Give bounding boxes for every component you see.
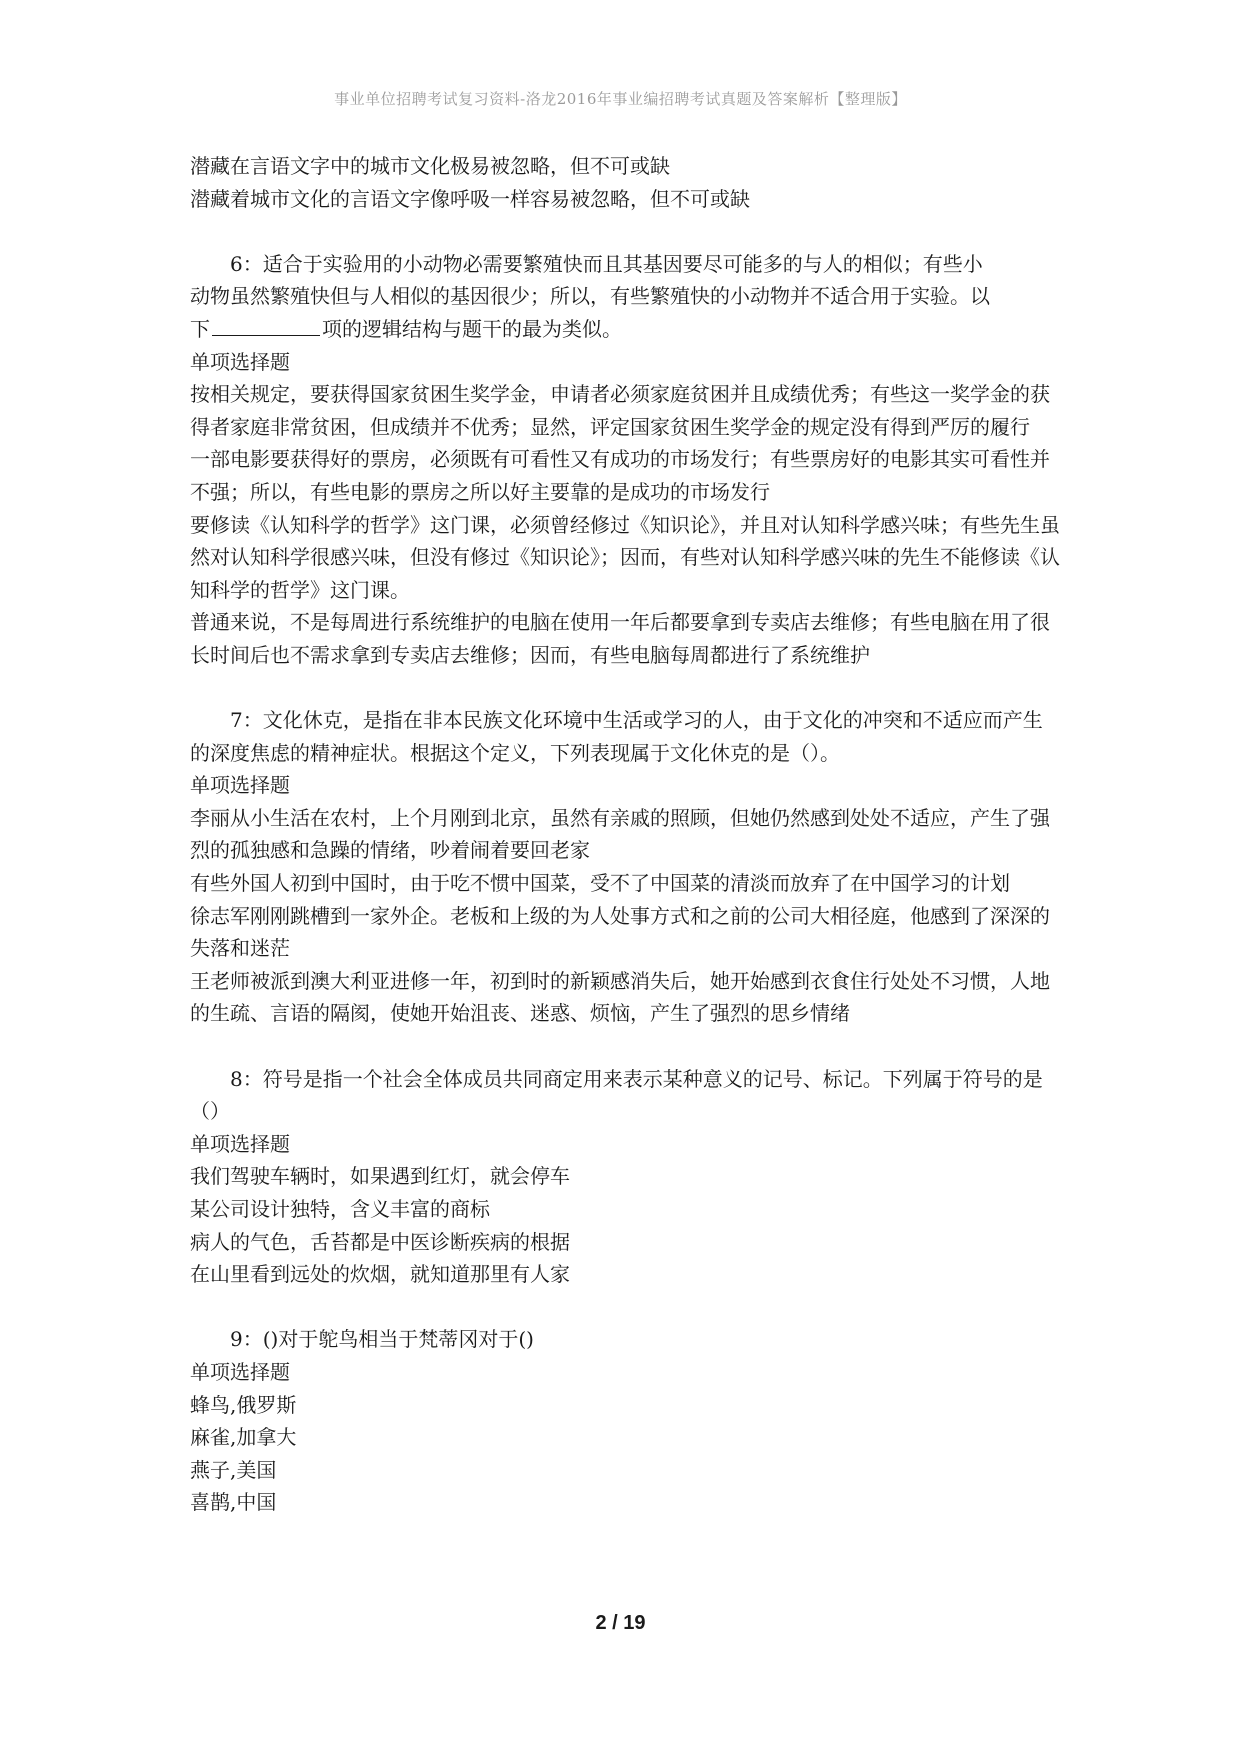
question-stem: 9：()对于鸵鸟相当于梵蒂冈对于(): [230, 1327, 534, 1352]
question-stem-part: 下: [190, 316, 210, 341]
question-type: 单项选择题: [190, 349, 290, 374]
option-text: 一部电影要获得好的票房，必须既有可看性又有成功的市场发行；有些票房好的电影其实可看性并不强；所以，有些电影的票房之所以好主要靠的是成功的市场发行: [190, 447, 1050, 504]
option-text: 按相关规定，要获得国家贫困生奖学金，申请者必须家庭贫困并且成绩优秀；有些这一奖学金的获得者家庭非常贫困，但成绩并不优秀；显然，评定国家贫困生奖学金的规定没有得到严厉的履行: [190, 382, 1050, 439]
question-6: [190, 248, 1060, 672]
question-stem: 8：符号是指一个社会全体成员共同商定用来表示某种意义的记号、标记。下列属于符号的是（）: [190, 1066, 1043, 1124]
question-type: 单项选择题: [190, 1359, 290, 1384]
option-text: 普通来说，不是每周进行系统维护的电脑在使用一年后都要拿到专卖店去维修；有些电脑在用了很长时间后也不需求拿到专卖店去维修；因而，有些电脑每周都进行了系统维护: [190, 610, 1050, 667]
option-text: 潜藏在言语文字中的城市文化极易被忽略，但不可或缺: [190, 154, 670, 178]
option-text: 李丽从小生活在农村，上个月刚到北京，虽然有亲戚的照顾，但她仍然感到处处不适应，产生了强烈的孤独感和急躁的情绪，吵着闹着要回老家: [190, 805, 1050, 863]
question-stem-part: 项的逻辑结构与题干的最为类似。: [322, 316, 622, 341]
option-text: 喜鹊,中国: [190, 1490, 277, 1515]
question-type: 单项选择题: [190, 773, 290, 798]
document-body: [190, 150, 1060, 1519]
option-text: 徐志军刚刚跳槽到一家外企。老板和上级的为人处事方式和之前的公司大相径庭，他感到了深深的失落和迷茫: [190, 903, 1050, 961]
question-stem: 7：文化休克，是指在非本民族文化环境中生活或学习的人，由于文化的冲突和不适应而产生的深度焦虑的精神症状。根据这个定义，下列表现属于文化休克的是（）。: [190, 708, 1043, 765]
question-8: [190, 1063, 1060, 1291]
page-number: 2 / 19: [595, 1612, 646, 1634]
question-type: 单项选择题: [190, 1131, 290, 1156]
option-text: 要修读《认知科学的哲学》这门课，必须曾经修过《知识论》，并且对认知科学感兴味；有些先生虽然对认知科学很感兴味，但没有修过《知识论》；因而，有些对认知科学感兴味的先生不能修读《认知科学的哲学》这门课。: [190, 512, 1060, 602]
option-text: 我们驾驶车辆时，如果遇到红灯，就会停车: [190, 1164, 570, 1189]
question-7: [190, 704, 1060, 1030]
paragraph-gap: [190, 215, 1060, 248]
option-text: 蜂鸟,俄罗斯: [190, 1392, 297, 1417]
paragraph-gap: [190, 1030, 1060, 1063]
option-text: 麻雀,加拿大: [190, 1425, 297, 1450]
question-9: [190, 1323, 1060, 1519]
answer-blank: [212, 315, 320, 336]
option-text: 某公司设计独特，含义丰富的商标: [190, 1197, 490, 1221]
page-header: 事业单位招聘考试复习资料-洛龙2016年事业编招聘考试真题及答案解析【整理版】: [334, 90, 907, 108]
option-text: 王老师被派到澳大利亚进修一年，初到时的新颖感消失后，她开始感到衣食住行处处不习惯，人地的生疏、言语的隔阂，使她开始沮丧、迷惑、烦恼，产生了强烈的思乡情绪: [190, 968, 1050, 1026]
paragraph-gap: [190, 1291, 1060, 1324]
option-text: 燕子,美国: [190, 1457, 277, 1482]
question-stem: 6：适合于实验用的小动物必需要繁殖快而且其基因要尽可能多的与人的相似；有些小: [230, 251, 983, 276]
option-text: 潜藏着城市文化的言语文字像呼吸一样容易被忽略，但不可或缺: [190, 186, 750, 211]
option-text: 病人的气色，舌苔都是中医诊断疾病的根据: [190, 1229, 570, 1254]
question-stem: 动物虽然繁殖快但与人相似的基因很少；所以，有些繁殖快的小动物并不适合用于实验。以: [190, 284, 990, 309]
option-text: 在山里看到远处的炊烟，就知道那里有人家: [190, 1262, 570, 1287]
paragraph-gap: [190, 672, 1060, 705]
option-text: 有些外国人初到中国时，由于吃不惯中国菜，受不了中国菜的清淡而放弃了在中国学习的计划: [190, 871, 1010, 896]
question-stem: [190, 313, 1060, 346]
